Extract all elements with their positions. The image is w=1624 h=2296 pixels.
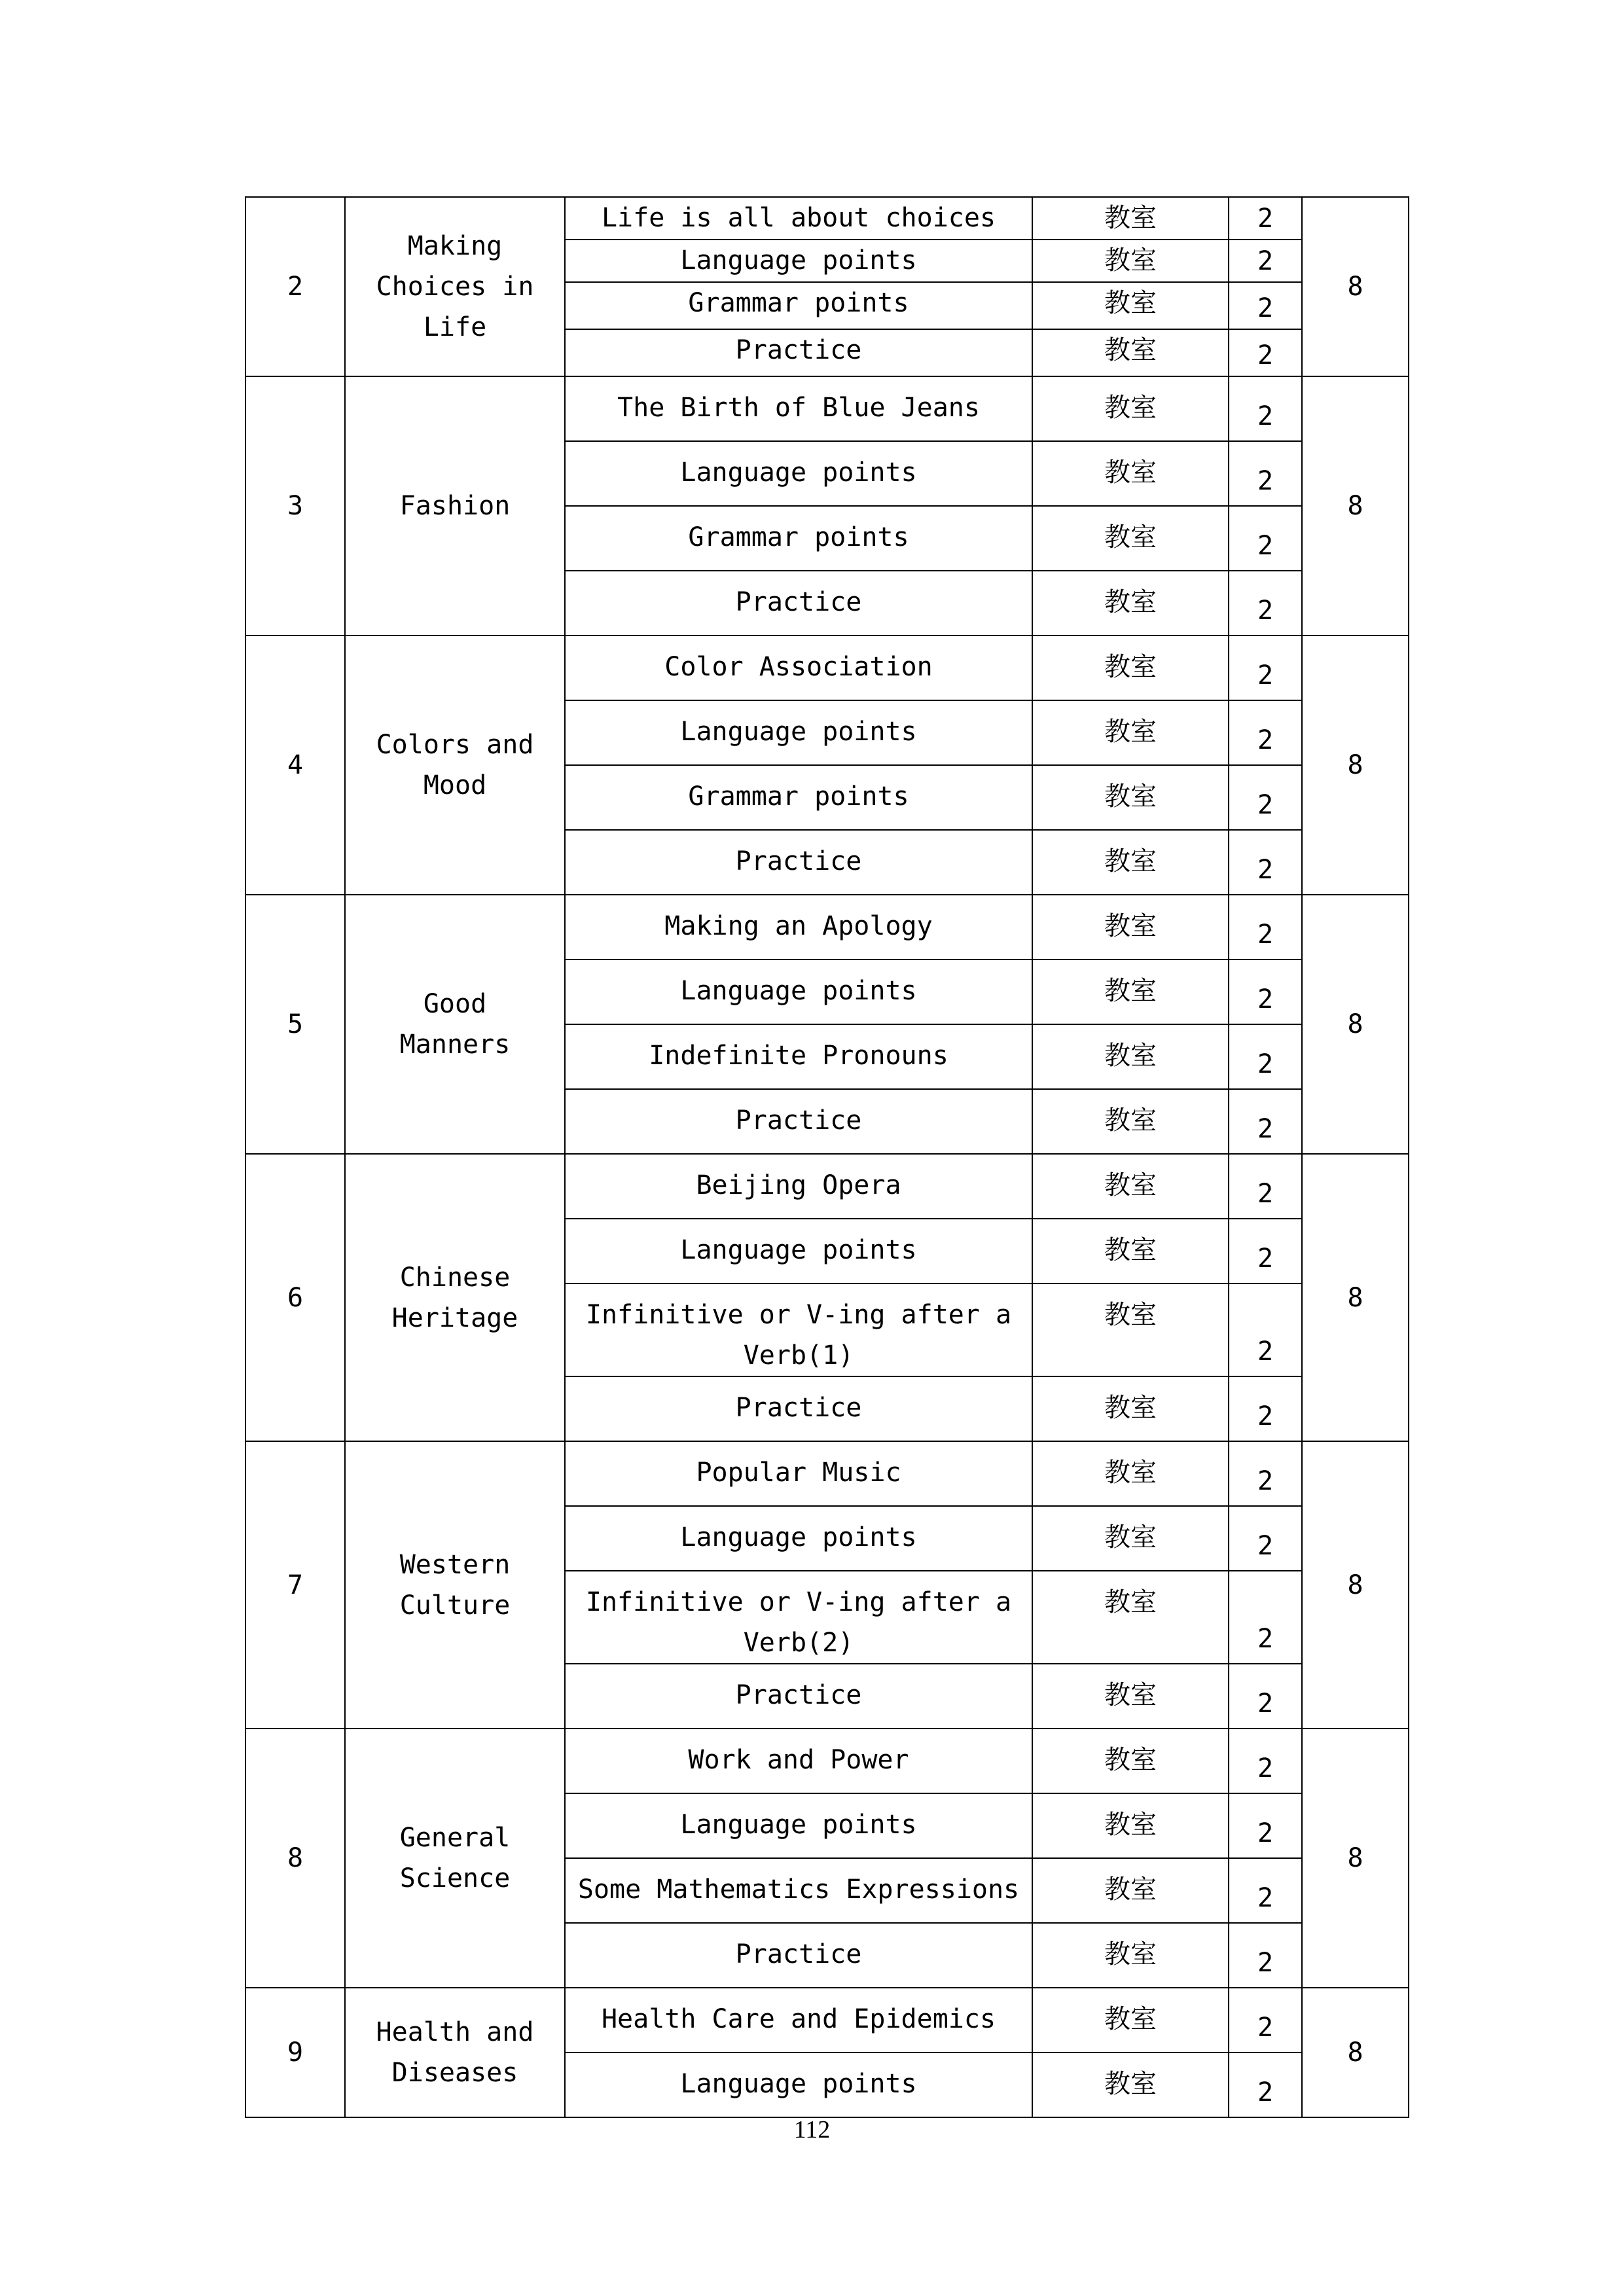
- table-row: [245, 1729, 1409, 1793]
- unit-number-cell: 7: [245, 1441, 345, 1729]
- unit-total-hours-cell: 8: [1302, 636, 1409, 895]
- lesson-hours-cell: 2: [1229, 1988, 1302, 2053]
- lesson-hours-cell: 2: [1229, 329, 1302, 376]
- lesson-place-cell: 教室: [1032, 282, 1229, 329]
- lesson-topic-cell: Practice: [565, 329, 1032, 376]
- unit-total-hours-cell: 8: [1302, 376, 1409, 636]
- lesson-place-cell: 教室: [1032, 197, 1229, 240]
- lesson-place-cell: 教室: [1032, 1571, 1229, 1664]
- table-row: [245, 895, 1409, 960]
- lesson-hours-cell: 2: [1229, 240, 1302, 282]
- lesson-place-cell: 教室: [1032, 765, 1229, 830]
- lesson-topic-cell: Grammar points: [565, 506, 1032, 571]
- lesson-place-cell: 教室: [1032, 506, 1229, 571]
- unit-total-hours-cell: 8: [1302, 1729, 1409, 1988]
- lesson-hours-cell: 2: [1229, 1376, 1302, 1441]
- lesson-topic-cell: Language points: [565, 960, 1032, 1024]
- lesson-hours-cell: 2: [1229, 1729, 1302, 1793]
- lesson-topic-cell: The Birth of Blue Jeans: [565, 376, 1032, 441]
- lesson-topic-cell: Practice: [565, 1923, 1032, 1988]
- lesson-topic-cell: Some Mathematics Expressions: [565, 1858, 1032, 1923]
- unit-name-cell: Fashion: [345, 376, 565, 636]
- lesson-hours-cell: 2: [1229, 571, 1302, 636]
- lesson-topic-cell: Grammar points: [565, 282, 1032, 329]
- lesson-place-cell: 教室: [1032, 1923, 1229, 1988]
- lesson-topic-cell: Practice: [565, 830, 1032, 895]
- lesson-place-cell: 教室: [1032, 1283, 1229, 1376]
- lesson-hours-cell: 2: [1229, 2053, 1302, 2117]
- lesson-place-cell: 教室: [1032, 1793, 1229, 1858]
- lesson-place-cell: 教室: [1032, 700, 1229, 765]
- lesson-place-cell: 教室: [1032, 441, 1229, 506]
- lesson-topic-cell: Making an Apology: [565, 895, 1032, 960]
- lesson-place-cell: 教室: [1032, 1729, 1229, 1793]
- lesson-hours-cell: 2: [1229, 1923, 1302, 1988]
- unit-number-cell: 6: [245, 1154, 345, 1441]
- lesson-place-cell: 教室: [1032, 240, 1229, 282]
- unit-total-hours-cell: 8: [1302, 1988, 1409, 2117]
- unit-total-hours-cell: 8: [1302, 197, 1409, 376]
- unit-name-cell: General Science: [345, 1729, 565, 1988]
- lesson-topic-cell: Work and Power: [565, 1729, 1032, 1793]
- lesson-hours-cell: 2: [1229, 1441, 1302, 1506]
- lesson-topic-cell: Language points: [565, 700, 1032, 765]
- unit-number-cell: 5: [245, 895, 345, 1154]
- table-row: [245, 636, 1409, 700]
- lesson-place-cell: 教室: [1032, 1441, 1229, 1506]
- lesson-hours-cell: 2: [1229, 282, 1302, 329]
- lesson-hours-cell: 2: [1229, 1154, 1302, 1219]
- unit-name-cell: Health and Diseases: [345, 1988, 565, 2117]
- lesson-hours-cell: 2: [1229, 830, 1302, 895]
- lesson-topic-cell: Health Care and Epidemics: [565, 1988, 1032, 2053]
- lesson-topic-cell: Grammar points: [565, 765, 1032, 830]
- unit-number-cell: 3: [245, 376, 345, 636]
- unit-number-cell: 4: [245, 636, 345, 895]
- unit-name-cell: Good Manners: [345, 895, 565, 1154]
- lesson-place-cell: 教室: [1032, 895, 1229, 960]
- lesson-topic-cell: Practice: [565, 571, 1032, 636]
- lesson-hours-cell: 2: [1229, 1219, 1302, 1283]
- lesson-topic-cell: Practice: [565, 1089, 1032, 1154]
- lesson-hours-cell: 2: [1229, 1664, 1302, 1729]
- lesson-hours-cell: 2: [1229, 197, 1302, 240]
- page-number: 112: [793, 2116, 831, 2144]
- lesson-place-cell: 教室: [1032, 636, 1229, 700]
- unit-name-cell: Western Culture: [345, 1441, 565, 1729]
- lesson-hours-cell: 2: [1229, 376, 1302, 441]
- lesson-topic-cell: Language points: [565, 240, 1032, 282]
- lesson-topic-cell: Infinitive or V-ing after a Verb(1): [565, 1283, 1032, 1376]
- lesson-place-cell: 教室: [1032, 1988, 1229, 2053]
- lesson-place-cell: 教室: [1032, 376, 1229, 441]
- lesson-topic-cell: Practice: [565, 1664, 1032, 1729]
- lesson-hours-cell: 2: [1229, 1024, 1302, 1089]
- unit-number-cell: 2: [245, 197, 345, 376]
- lesson-place-cell: 教室: [1032, 1219, 1229, 1283]
- unit-number-cell: 8: [245, 1729, 345, 1988]
- lesson-hours-cell: 2: [1229, 1858, 1302, 1923]
- lesson-place-cell: 教室: [1032, 1154, 1229, 1219]
- lesson-place-cell: 教室: [1032, 830, 1229, 895]
- table-row: [245, 1154, 1409, 1219]
- lesson-topic-cell: Language points: [565, 441, 1032, 506]
- lesson-hours-cell: 2: [1229, 1571, 1302, 1664]
- course-schedule-body: [245, 197, 1409, 2117]
- lesson-place-cell: 教室: [1032, 1024, 1229, 1089]
- lesson-topic-cell: Indefinite Pronouns: [565, 1024, 1032, 1089]
- lesson-hours-cell: 2: [1229, 960, 1302, 1024]
- lesson-place-cell: 教室: [1032, 1089, 1229, 1154]
- unit-total-hours-cell: 8: [1302, 895, 1409, 1154]
- lesson-hours-cell: 2: [1229, 1089, 1302, 1154]
- unit-total-hours-cell: 8: [1302, 1154, 1409, 1441]
- lesson-topic-cell: Practice: [565, 1376, 1032, 1441]
- lesson-hours-cell: 2: [1229, 765, 1302, 830]
- unit-name-cell: Chinese Heritage: [345, 1154, 565, 1441]
- lesson-place-cell: 教室: [1032, 1376, 1229, 1441]
- lesson-topic-cell: Color Association: [565, 636, 1032, 700]
- table-row: [245, 1988, 1409, 2053]
- lesson-hours-cell: 2: [1229, 441, 1302, 506]
- lesson-topic-cell: Life is all about choices: [565, 197, 1032, 240]
- lesson-place-cell: 教室: [1032, 1664, 1229, 1729]
- lesson-topic-cell: Language points: [565, 1219, 1032, 1283]
- lesson-place-cell: 教室: [1032, 329, 1229, 376]
- lesson-hours-cell: 2: [1229, 895, 1302, 960]
- lesson-place-cell: 教室: [1032, 960, 1229, 1024]
- table-row: [245, 376, 1409, 441]
- course-schedule-table: [245, 196, 1409, 2118]
- lesson-topic-cell: Popular Music: [565, 1441, 1032, 1506]
- unit-total-hours-cell: 8: [1302, 1441, 1409, 1729]
- lesson-hours-cell: 2: [1229, 1506, 1302, 1571]
- lesson-hours-cell: 2: [1229, 1793, 1302, 1858]
- table-row: [245, 197, 1409, 240]
- lesson-place-cell: 教室: [1032, 1506, 1229, 1571]
- lesson-hours-cell: 2: [1229, 636, 1302, 700]
- table-row: [245, 1441, 1409, 1506]
- lesson-hours-cell: 2: [1229, 700, 1302, 765]
- unit-name-cell: Making Choices in Life: [345, 197, 565, 376]
- lesson-topic-cell: Beijing Opera: [565, 1154, 1032, 1219]
- lesson-topic-cell: Language points: [565, 1506, 1032, 1571]
- lesson-topic-cell: Language points: [565, 2053, 1032, 2117]
- lesson-place-cell: 教室: [1032, 2053, 1229, 2117]
- unit-number-cell: 9: [245, 1988, 345, 2117]
- lesson-hours-cell: 2: [1229, 1283, 1302, 1376]
- lesson-topic-cell: Language points: [565, 1793, 1032, 1858]
- lesson-hours-cell: 2: [1229, 506, 1302, 571]
- lesson-place-cell: 教室: [1032, 571, 1229, 636]
- unit-name-cell: Colors and Mood: [345, 636, 565, 895]
- lesson-topic-cell: Infinitive or V-ing after a Verb(2): [565, 1571, 1032, 1664]
- lesson-place-cell: 教室: [1032, 1858, 1229, 1923]
